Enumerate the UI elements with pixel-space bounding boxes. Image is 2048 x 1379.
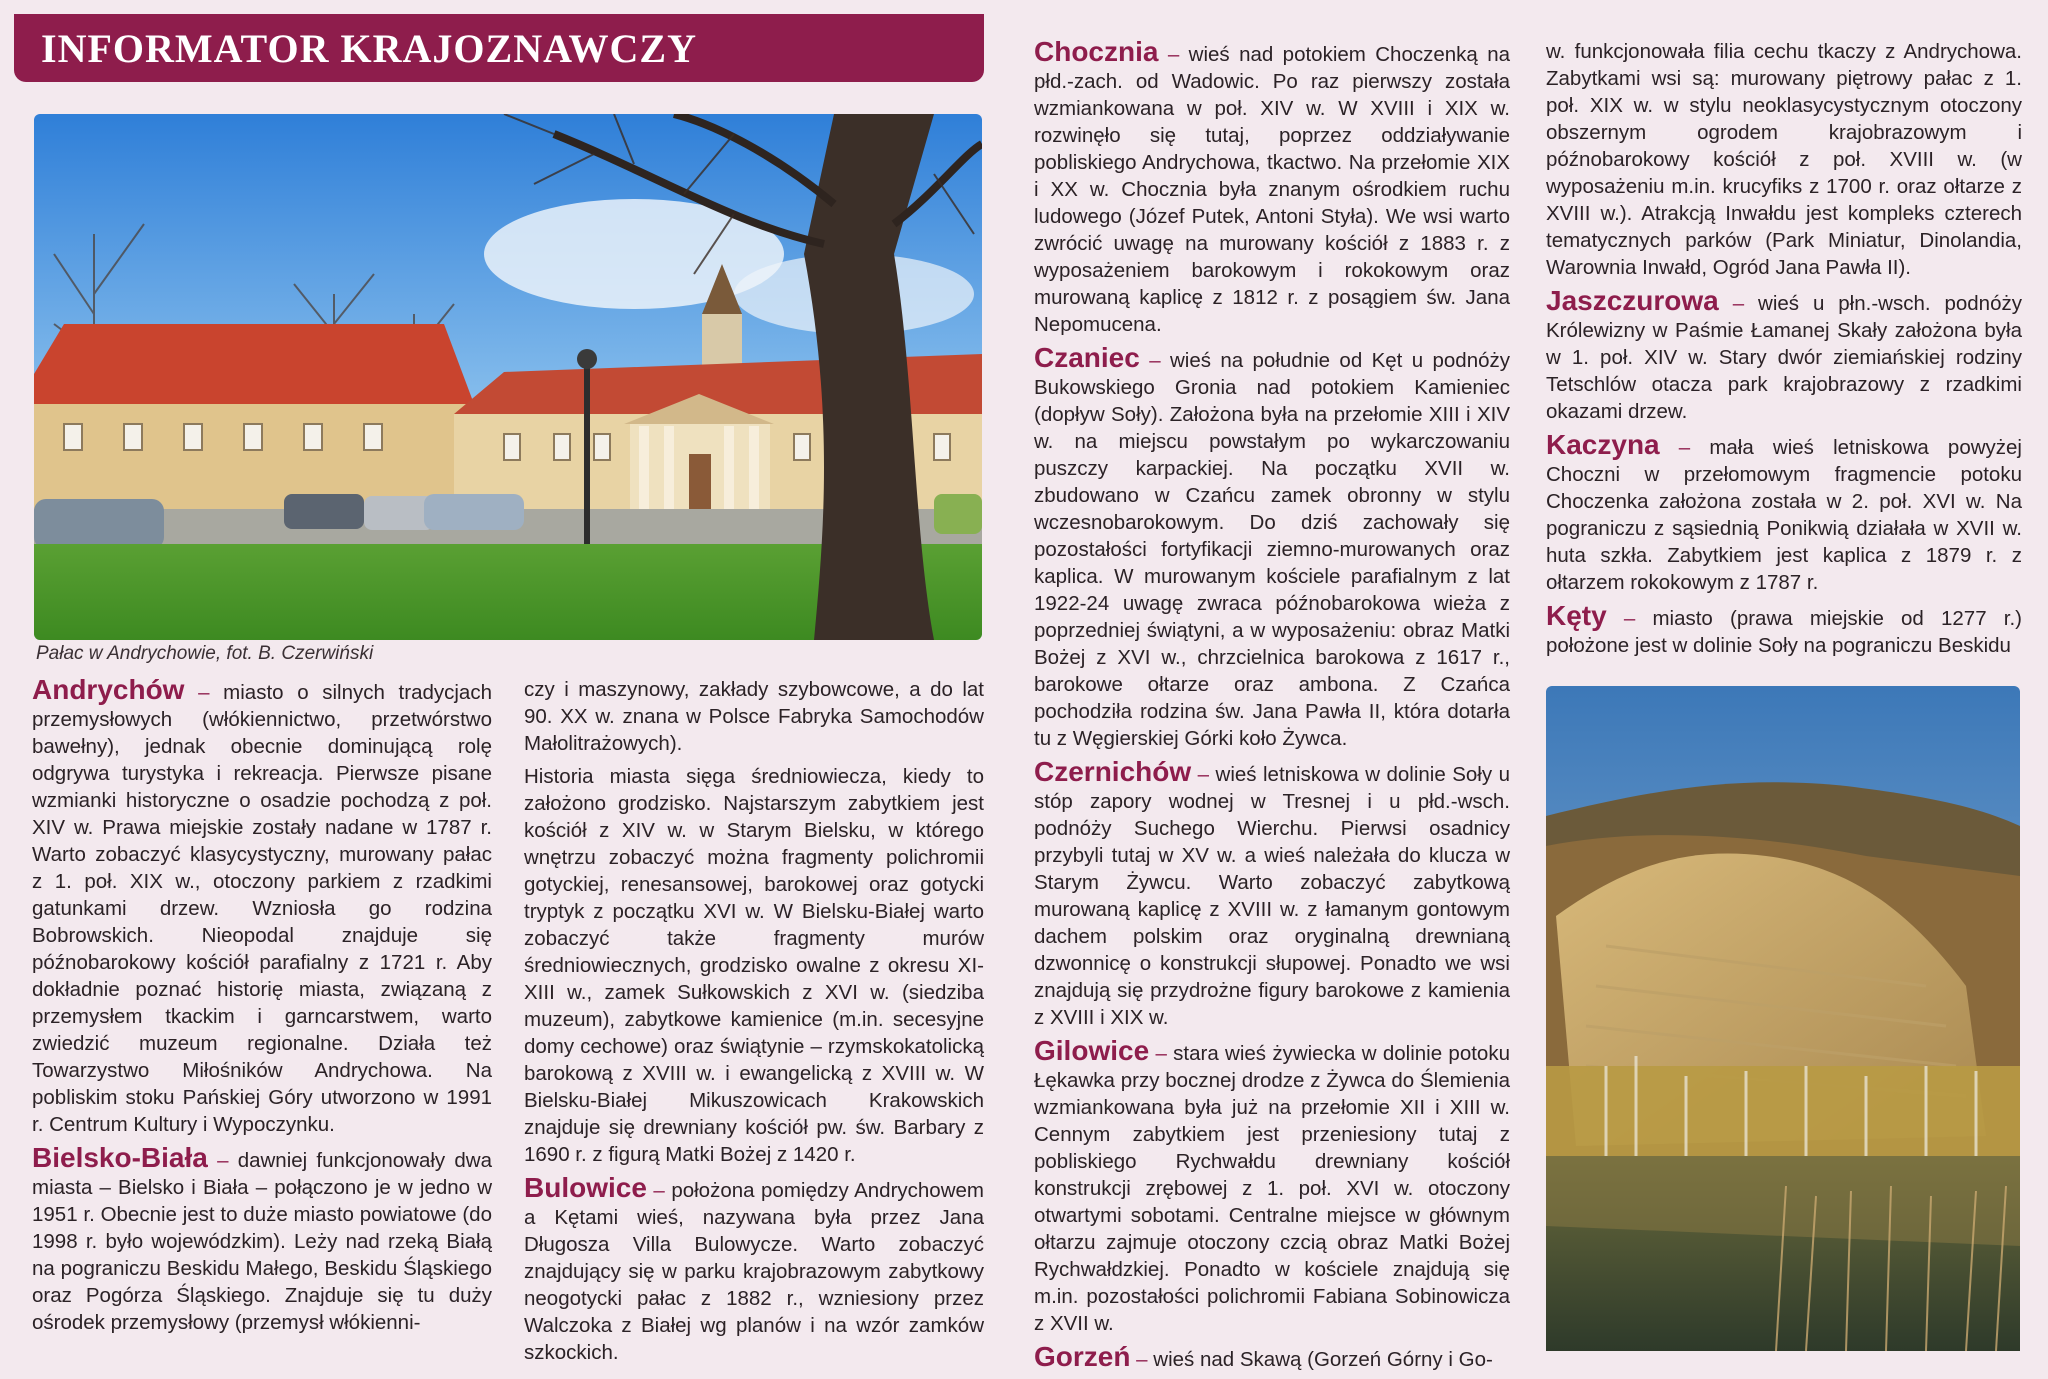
entry-gilowice: Gilowice – stara wieś żywiecka w dolinie potoku Łękawka przy bocznej drodze z Żywca do Ślemienia wzmiankowana była już na przełomie XII i XIII w. Cennym zabytkiem jest przeniesiony tutaj z pobliskiego Rychwałdu drewniany kościół konstrukcji zrębowej z 1. poł. XVI w. otoczony otwartymi sobotami. Centralne miejsce w głównym ołtarzu zajmuje otoczony czcią obraz Matki Bożej Rychwałdzkiej. Ponadto w kościele znajdują się m.in. pozostałości polichromii Fabiana Sobinowicza z XVII w. [1034,1035,1510,1335]
entry-term: Czaniec [1034,342,1140,373]
section-header [14,14,984,82]
entry-bielsko-continued: czy i maszynowy, zakłady szybowcowe, a do lat 90. XX w. znana w Polsce Fabryka Samochodów Małolitrażowych). [524,678,984,755]
entry-term: Kęty [1546,600,1607,631]
entry-chocznia: Chocznia – wieś nad potokiem Choczenką na płd.-zach. od Wadowic. Po raz pierwszy została wzmiankowana w poł. XIV w. W XVIII i XIX w. rozwinęło się tutaj, poprzez oddziaływanie pobliskiego Andrychowa, tkactwo. Na przełomie XIX i XX w. Chocznia była znanym ośrodkiem ruchu ludowego (Józef Putek, Antoni Styła). We wsi warto zwrócić uwagę na murowany kościół z 1883 r. z wyposażeniem barokowym i rokokowym oraz murowaną kaplicę z 1812 r. z posągiem św. Jana Nepomucena. [1034,36,1510,336]
entry-term: Jaszczurowa [1546,285,1719,316]
column-4 [1546,38,2022,665]
entry-czernichow: Czernichów – wieś letniskowa w dolinie Soły u stóp zapory wodnej w Tresnej i u płd.-wsch. podnóży Suchego Wierchu. Pierwsi osadnicy przybyli tutaj w XV w. a wieś należała do klucza w Starym Żywcu. Warto zobaczyć zabytkową murowaną kaplicę z XVIII w. z łamanym gontowym dachem polskim oraz oryginalną drewnianą dzwonnicę o konstrukcji słupowej. Ponadto we wsi znajdują się przydrożne figury barokowe z kamienia z XVIII i XIX w. [1034,756,1510,1029]
entry-gorzen: Gorzeń – wieś nad Skawą (Gorzeń Górny i Go- [1034,1341,1493,1372]
entry-text: wieś letniskowa w dolinie Soły u stóp zapory wodnej w Tresnej i u płd.-wsch. podnóży Suchego Wierchu. Pierwsi osadnicy przybyli tutaj w XV w. a wieś należała do klucza w Starym Żywcu. Warto zobaczyć zabytkową murowaną kaplicę z XVIII w. z łamanym gontowym dachem polskim oraz oryginalną drewnianą dzwonnicę o konstrukcji słupowej. Ponadto we wsi znajdują się przydrożne figury barokowe z kamienia z XVIII i XIX w. [1034,763,1510,1029]
entry-text: miasto (prawa miejskie od 1277 r.) położone jest w dolinie Soły na pograniczu Beskidu [1546,607,2022,657]
entry-kaczyna: Kaczyna – mała wieś letniskowa powyżej Choczni w przełomowym fragmencie potoku Choczenka założona została w 2. poł. XVI w. Na pograniczu z sąsiednią Ponikwią działała w XVII w. huta szkła. Zabytkiem jest kaplica z 1879 r. z ołtarzem rokokowym z 1787 r. [1546,429,2022,594]
entry-term: Andrychów [32,674,185,705]
entry-andrychow: Andrychów – miasto o silnych tradycjach przemysłowych (włókiennictwo, przetwórstwo bawełny), jednak obecnie dominującą rolę odgrywa turystyka i rekreacja. Pierwsze pisane wzmianki historyczne o osadzie pochodzą z poł. XIV w. Prawa miejskie zostały nadane w 1787 r. Warto zobaczyć klasycystyczny, murowany pałac z 1. poł. XIX w., otoczony parkiem z rzadkimi gatunkami drzew. Wzniosła go rodzina Bobrowskich. Nieopodal znajduje się późnobarokowy kościół parafialny z 1721 r. Aby dokładnie poznać historię miasta, związaną z przemysłem tkackim i garncarstwem, warto zwiedzić muzeum regionalne. Działa też Towarzystwo Miłośników Andrychowa. Na pobliskim stoku Pańskiej Góry utworzono w 1991 r. Centrum Kultury i Wypoczynku. [32,674,492,1136]
entry-text: miasto o silnych tradycjach przemysłowych (włókiennictwo, przetwórstwo bawełny), jednak obecnie dominującą rolę odgrywa turystyka i rekreacja. Pierwsze pisane wzmianki historyczne o osadzie pochodzą z poł. XIV w. Prawa miejskie zostały nadane w 1787 r. Warto zobaczyć klasycystyczny, murowany pałac z 1. poł. XIX w., otoczony parkiem z rzadkimi gatunkami drzew. Wzniosła go rodzina Bobrowskich. Nieopodal znajduje się późnobarokowy kościół parafialny z 1721 r. Aby dokładnie poznać historię miasta, związaną z przemysłem tkackim i garncarstwem, warto zwiedzić muzeum regionalne. Działa też Towarzystwo Miłośników Andrychowa. Na pobliskim stoku Pańskiej Góry utworzono w 1991 r. Centrum Kultury i Wypoczynku. [32,681,492,1136]
palace-illustration [34,114,982,640]
landscape-photo [1546,686,2020,1351]
entry-text: wieś u płn.-wsch. podnóży Królewizny w Paśmie Łamanej Skały założona była w 1. poł. XIV w. Stary dwór ziemiańskiej rodziny Tetschlów otacza park krajobrazowy z rzadkimi okazami drzew. [1546,292,2022,423]
entry-text: wieś nad potokiem Choczenką na płd.-zach. od Wadowic. Po raz pierwszy została wzmiankowana w poł. XIV w. W XVIII i XIX w. rozwinęło się tutaj, poprzez oddziaływanie pobliskiego Andrychowa, tkactwo. Na przełomie XIX i XX w. Chocznia była znanym ośrodkiem ruchu ludowego (Józef Putek, Antoni Styła). We wsi warto zwrócić uwagę na murowany kościół z 1883 r. z wyposażeniem barokowym i rokokowym oraz murowaną kaplicę z 1812 r. z posągiem św. Jana Nepomucena. [1034,43,1510,336]
entry-term: Czernichów [1034,756,1192,787]
entry-term: Gilowice [1034,1035,1150,1066]
column-3 [1034,38,1510,1379]
entry-term: Kaczyna [1546,429,1660,460]
entry-czaniec: Czaniec – wieś na południe od Kęt u podnóży Bukowskiego Gronia nad potokiem Kamieniec (dopływ Soły). Założona była na przełomie XIII i XIV w. na miejscu powstałym po wykarczowaniu puszczy karpackiej. Na początku XVII w. zbudowano w Czańcu zamek obronny w stylu wczesnobarokowym. Do dziś zachowały się pozostałości fortyfikacji ziemno-murowanych oraz kaplica. W murowanym kościele parafialnym z lat 1922-24 uwagę zwraca późnobarokowa wieża z poprzedniej świątyni, a w wyposażeniu: obraz Matki Bożej z XVI w., chrzcielnica barokowa z 1617 r., barokowe ołtarze oraz ambona. Z Czańca pochodziła rodzina św. Jana Pawła II, która dotarła tu z Węgierskiej Górki koło Żywca. [1034,342,1510,750]
entry-text: stara wieś żywiecka w dolinie potoku Łękawka przy bocznej drodze z Żywca do Ślemienia wzmiankowana była już na przełomie XII i XIII w. Cennym zabytkiem jest przeniesiony tutaj z pobliskiego Rychwałdu drewniany kościół konstrukcji zrębowej z 1. poł. XVI w. otoczony otwartymi sobotami. Centralne miejsce w głównym ołtarzu zajmuje otoczony czcią obraz Matki Bożej Rychwałdzkiej. Ponadto w kościele znajdują się m.in. pozostałości polichromii Fabiana Sobinowicza z XVII w. [1034,1042,1510,1335]
entry-text: wieś na południe od Kęt u podnóży Bukowskiego Gronia nad potokiem Kamieniec (dopływ Soły). Założona była na przełomie XIII i XIV w. na miejscu powstałym po wykarczowaniu puszczy karpackiej. Na początku XVII w. zbudowano w Czańcu zamek obronny w stylu wczesnobarokowym. Do dziś zachowały się pozostałości fortyfikacji ziemno-murowanych oraz kaplica. W murowanym kościele parafialnym z lat 1922-24 uwagę zwraca późnobarokowa wieża z poprzedniej świątyni, a w wyposażeniu: obraz Matki Bożej z XVI w., chrzcielnica barokowa z 1617 r., barokowe ołtarze oraz ambona. Z Czańca pochodziła rodzina św. Jana Pawła II, która dotarła tu z Węgierskiej Górki koło Żywca. [1034,349,1510,750]
entry-inwald-continued: w. funkcjonowała filia cechu tkaczy z Andrychowa. Zabytkami wsi są: murowany piętrowy pałac z 1. poł. XIX w. w stylu neoklasycystycznym otoczony obszernym ogrodem krajobrazowym i późnobarokowy kościół z poł. XVIII w. (w wyposażeniu m.in. krucyfiks z 1700 r. oraz ołtarze z XVIII w.). Atrakcją Inwałdu jest kompleks czterech tematycznych parków (Park Miniatur, Dinolandia, Warownia Inwałd, Ogród Jana Pawła II). [1546,40,2022,279]
column-2 [524,676,984,1372]
section-title: INFORMATOR KRAJOZNAWCZY [41,25,697,71]
entry-bulowice: Bulowice – położona pomiędzy Andrychowem a Kętami wieś, nazywana była przez Jana Długosza Villa Bulowycze. Warto zobaczyć znajdujący się w parku krajobrazowym zabytkowy neogotycki pałac z 1882 r., wzniesiony przez Walczoka z Białej wg planów i na wzór zamków szkockich. [524,1172,984,1364]
column-1 [32,676,492,1342]
quarry-illustration [1546,686,2020,1351]
entry-term: Bulowice [524,1172,647,1203]
photo-caption: Pałac w Andrychowie, fot. B. Czerwiński [36,643,374,664]
entry-term: Bielsko-Biała [32,1142,208,1173]
entry-text: dawniej funkcjonowały dwa miasta – Bielsko i Biała – połączono je w jedno w 1951 r. Obecnie jest to duże miasto powiatowe (do 1998 r. było wojewódzkim). Leży nad rzeką Białą na pograniczu Beskidu Małego, Beskidu Śląskiego oraz Pogórza Śląskiego. Znajduje się tu duży ośrodek przemysłowy (przemysł włókienni- [32,1149,492,1334]
entry-term: Gorzeń [1034,1341,1131,1372]
entry-jaszczurowa: Jaszczurowa – wieś u płn.-wsch. podnóży Królewizny w Paśmie Łamanej Skały założona była w 1. poł. XIV w. Stary dwór ziemiańskiej rodziny Tetschlów otacza park krajobrazowy z rzadkimi okazami drzew. [1546,285,2022,423]
entry-bielsko: Bielsko-Biała – dawniej funkcjonowały dwa miasta – Bielsko i Biała – połączono je w jedno w 1951 r. Obecnie jest to duże miasto powiatowe (do 1998 r. było wojewódzkim). Leży nad rzeką Białą na pograniczu Beskidu Małego, Beskidu Śląskiego oraz Pogórza Śląskiego. Znajduje się tu duży ośrodek przemysłowy (przemysł włókienni- [32,1142,492,1334]
entry-text: położona pomiędzy Andrychowem a Kętami wieś, nazywana była przez Jana Długosza Villa Bulowycze. Warto zobaczyć znajdujący się w parku krajobrazowym zabytkowy neogotycki pałac z 1882 r., wzniesiony przez Walczoka z Białej wg planów i na wzór zamków szkockich. [524,1179,984,1364]
entry-bielsko-history: Historia miasta sięga średniowiecza, kiedy to założono grodzisko. Najstarszym zabytkiem jest kościół z XIV w. w Starym Bielsku, w którego wnętrzu zobaczyć można fragmenty polichromii gotyckiej, renesansowej, barokowej oraz gotycki tryptyk z początku XVI w. W Bielsku-Białej warto zobaczyć także fragmenty murów średniowiecznych, grodzisko owalne z okresu XI-XIII w., zamek Sułkowskich z XVI w. (siedziba muzeum), zabytkowe kamienice (m.in. secesyjne domy cechowe) oraz świątynie – rzymskokatolicką barokową z XVIII w. i ewangelicką z XVIII w. W Bielsku-Białej Mikuszowicach Krakowskich znajduje się drewniany kościół pw. św. Barbary z 1690 r. z figurą Matki Bożej z 1420 r. [524,765,984,1166]
entry-text: wieś nad Skawą (Gorzeń Górny i Go- [1153,1348,1493,1371]
entry-term: Chocznia [1034,36,1159,67]
entry-text: mała wieś letniskowa powyżej Choczni w przełomowym fragmencie potoku Choczenka założona została w 2. poł. XVI w. Na pograniczu z sąsiednią Ponikwią działała w XVII w. huta szkła. Zabytkiem jest kaplica z 1879 r. z ołtarzem rokokowym z 1787 r. [1546,436,2022,594]
entry-kety: Kęty – miasto (prawa miejskie od 1277 r.) położone jest w dolinie Soły na pograniczu Beskidu [1546,600,2022,657]
palace-photo [34,114,982,640]
